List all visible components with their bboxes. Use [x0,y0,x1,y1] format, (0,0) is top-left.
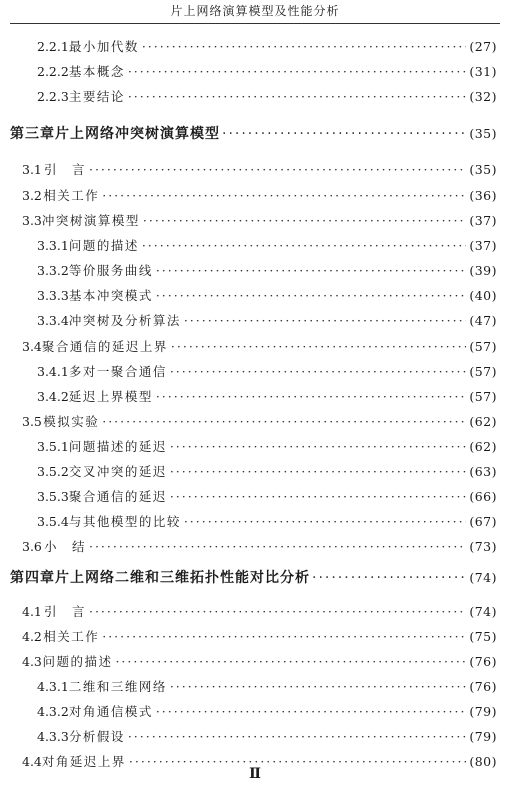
toc-entry-title: 交叉冲突的延迟 [68,464,167,479]
toc-entry-page: (63) [469,464,497,479]
toc-entry-title: 聚合通信的延迟 [68,489,167,504]
dot-leader [170,362,467,382]
toc-entry-title: 多对一聚合通信 [68,364,167,379]
dot-leader [170,462,467,482]
toc-entry-number: 第三章 [10,126,55,142]
toc-entry-number: 3.4 [22,339,42,354]
toc-subsection-entry [0,311,497,331]
toc-entry-number: 3.2 [22,188,42,203]
toc-entry-number: 3.5 [22,414,42,429]
toc-subsection-entry [0,362,497,382]
toc-section-entry [0,627,497,647]
toc-subsection-entry [0,261,497,281]
dot-leader [170,437,467,457]
toc-entry-title: 相关工作 [43,188,100,203]
toc-entry-page: (79) [469,729,497,744]
toc-entry-title: 最小加代数 [68,39,139,54]
toc-entry-page: (35) [469,126,497,141]
toc-entry-number: 2.2.1 [37,39,69,54]
toc-subsection-entry [0,512,497,532]
toc-entry-title: 二维和三维网络 [68,679,167,694]
toc-entry-title: 对角延迟上界 [41,754,126,769]
toc-entry-title: 基本冲突模式 [68,288,153,303]
dot-leader [89,160,466,180]
toc-entry-page: (74) [469,570,497,585]
toc-entry-number: 3.4.1 [37,364,69,379]
dot-leader [312,568,467,588]
toc-entry-title: 与其他模型的比较 [68,514,181,529]
toc-entry-number: 3.3.3 [37,288,69,303]
toc-subsection-entry [0,437,497,457]
dot-leader [184,512,467,532]
dot-leader [156,261,467,281]
toc-entry-page: (75) [469,629,497,644]
toc-entry-title: 冲突树及分析算法 [68,313,181,328]
toc-entry-page: (37) [469,213,497,228]
toc-subsection-entry [0,677,497,697]
toc-entry-title: 冲突树演算模型 [41,213,140,228]
dot-leader [170,487,467,507]
toc-entry-page: (76) [469,654,497,669]
toc-subsection-entry [0,727,497,747]
toc-subsection-entry [0,37,497,57]
toc-entry-number: 3.3.4 [37,313,69,328]
toc-subsection-entry [0,236,497,256]
toc-section-entry [0,186,497,206]
toc-entry-page: (80) [469,754,497,769]
toc-section-entry [0,537,497,557]
toc-entry-page: (57) [469,364,497,379]
toc-entry-page: (35) [469,162,497,177]
toc-entry-number: 3.4.2 [37,389,69,404]
toc-entry-title: 相关工作 [43,629,100,644]
toc-section-entry [0,412,497,432]
toc-entry-title: 主要结论 [68,89,125,104]
dot-leader [102,412,466,432]
dot-leader [170,677,467,697]
toc-entry-number: 2.2.2 [37,64,69,79]
page-number: Ⅱ [249,766,261,782]
toc-chapter-entry [0,124,497,144]
dot-leader [102,186,466,206]
toc-entry-number: 3.6 [22,539,42,554]
toc-entry-title: 问题的描述 [68,238,139,253]
toc-entry-number: 3.3.2 [37,263,69,278]
toc-entry-page: (37) [469,238,497,253]
toc-entry-page: (39) [469,263,497,278]
dot-leader [142,236,467,256]
toc-subsection-entry [0,462,497,482]
dot-leader [184,311,467,331]
toc-entry-title: 等价服务曲线 [68,263,153,278]
toc-entry-page: (79) [469,704,497,719]
dot-leader [156,702,467,722]
toc-chapter-entry [0,568,497,588]
toc-entry-number: 3.3.1 [37,238,69,253]
toc-entry-title: 分析假设 [68,729,125,744]
toc-entry-number: 4.3 [22,654,42,669]
toc-entry-page: (57) [469,389,497,404]
toc-subsection-entry [0,62,497,82]
toc-entry-page: (40) [469,288,497,303]
toc-entry-number: 第四章 [10,570,55,586]
toc-subsection-entry [0,487,497,507]
toc-entry-title: 模拟实验 [43,414,100,429]
toc-entry-number: 4.3.3 [37,729,69,744]
toc-entry-number: 4.4 [22,754,42,769]
toc-entry-number: 3.3 [22,213,42,228]
toc-entry-number: 2.2.3 [37,89,69,104]
dot-leader [142,37,467,57]
toc-entry-number: 3.5.1 [37,439,69,454]
toc-entry-page: (31) [469,64,497,79]
toc-entry-page: (27) [469,39,497,54]
toc-entry-title: 引 言 [43,162,86,177]
dot-leader [156,387,467,407]
dot-leader [89,537,466,557]
running-header-title: 片上网络演算模型及性能分析 [170,4,340,18]
toc-entry-title: 基本概念 [68,64,125,79]
toc-entry-title: 片上网络二维和三维拓扑性能对比分析 [55,570,310,586]
dot-leader [171,337,466,357]
toc-entry-title: 聚合通信的延迟上界 [41,339,168,354]
toc-entry-page: (73) [469,539,497,554]
dot-leader [128,87,467,107]
dot-leader [222,124,467,144]
dot-leader [128,727,467,747]
toc-entry-page: (47) [469,313,497,328]
toc-subsection-entry [0,702,497,722]
toc-entry-page: (66) [469,489,497,504]
dot-leader [102,627,466,647]
toc-section-entry [0,602,497,622]
toc-entry-page: (32) [469,89,497,104]
toc-subsection-entry [0,387,497,407]
dot-leader [156,286,467,306]
toc-entry-number: 3.5.3 [37,489,69,504]
toc-entry-number: 4.3.2 [37,704,69,719]
toc-entry-number: 4.3.1 [37,679,69,694]
toc-entry-page: (57) [469,339,497,354]
toc-section-entry [0,652,497,672]
toc-entry-number: 3.5.2 [37,464,69,479]
toc-entry-page: (67) [469,514,497,529]
toc-subsection-entry [0,286,497,306]
toc-entry-number: 3.5.4 [37,514,69,529]
toc-entry-title: 引 言 [43,604,86,619]
toc-entry-page: (62) [469,414,497,429]
toc-entry-title: 对角通信模式 [68,704,153,719]
toc-entry-title: 小 结 [43,539,86,554]
toc-entry-number: 3.1 [22,162,42,177]
toc-entry-number: 4.1 [22,604,42,619]
toc-entry-title: 延迟上界模型 [68,389,153,404]
dot-leader [115,652,466,672]
toc-entry-title: 问题描述的延迟 [68,439,167,454]
toc-entry-page: (76) [469,679,497,694]
toc-entry-title: 问题的描述 [42,654,113,669]
toc-subsection-entry [0,87,497,107]
toc-entry-page: (74) [469,604,497,619]
toc-entry-title: 片上网络冲突树演算模型 [55,126,220,142]
dot-leader [143,211,466,231]
toc-entry-number: 4.2 [22,629,42,644]
dot-leader [128,62,467,82]
dot-leader [89,602,466,622]
toc-section-entry [0,211,497,231]
toc-section-entry [0,337,497,357]
toc-entry-page: (62) [469,439,497,454]
toc-entry-page: (36) [469,188,497,203]
toc-section-entry [0,160,497,180]
